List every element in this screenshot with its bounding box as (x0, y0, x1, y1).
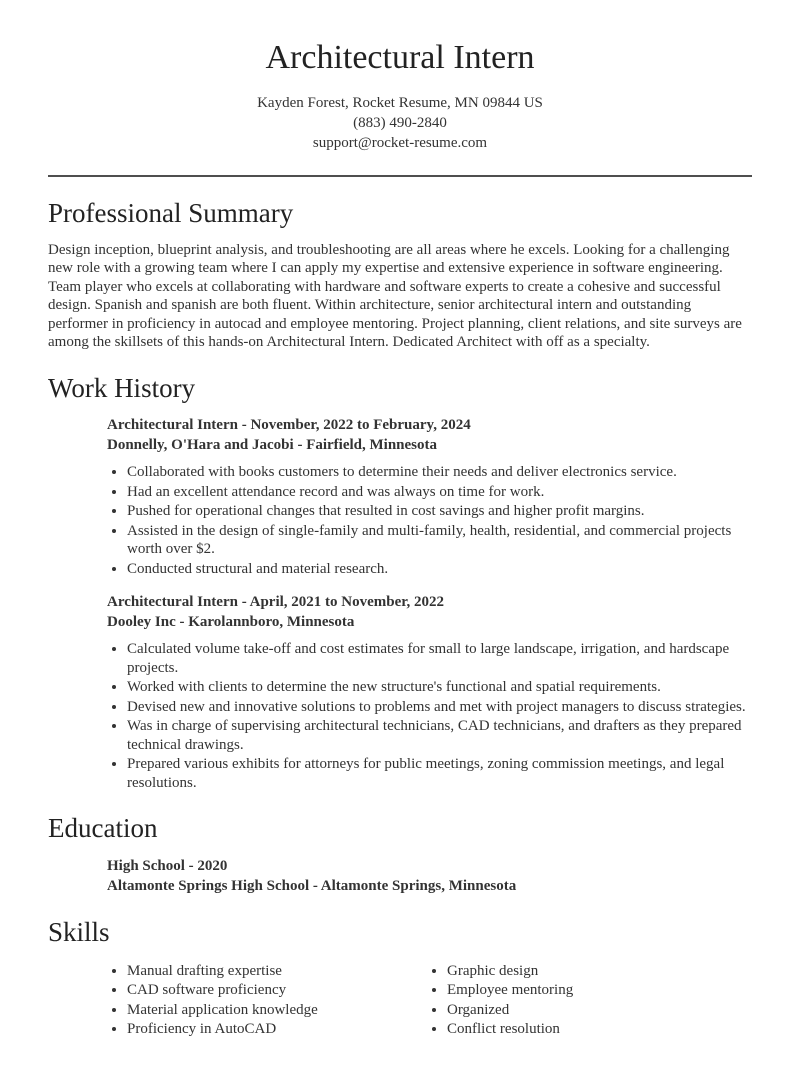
skill-item: • Manual drafting expertise (127, 962, 427, 981)
skill-item: • Material application knowledge (127, 1001, 427, 1020)
job-bullet-item: • Devised new and innovative solutions to problems and met with project managers to discuss strategies. (127, 698, 752, 717)
education-heading: Education (48, 813, 158, 844)
job-entry (107, 592, 752, 792)
page-title: Architectural Intern (265, 39, 535, 76)
skills-list-right (427, 962, 747, 1039)
professional-summary-text: Design inception, blueprint analysis, and troubleshooting are all areas where he excels. Looking for a challenging new role with a growing team where I can apply my expertise and extensive experience in software engineering. Team player who excels at collaborating with hardware and software experts to create a cohesive and successful design. Spanish and spanish are both fluent. Within architecture, senior architectural intern and outstanding performer in proficiency in autocad and employee mentoring. Project planning, client relations, and site surveys are among the skillsets of this hands-on Architectural Intern. Dedicated Architect with off as a specialty. (48, 241, 742, 351)
job-company-line: Dooley Inc - Karolannboro, Minnesota (107, 614, 355, 631)
job-bullet-item: • Was in charge of supervising architectural technicians, CAD technicians, and drafters as they prepared technical drawings. (127, 717, 752, 754)
skill-item: • Proficiency in AutoCAD (127, 1020, 427, 1039)
skills-heading: Skills (48, 917, 110, 948)
job-title-line: Architectural Intern - April, 2021 to November, 2022 (107, 594, 445, 611)
job-bullet-item: • Assisted in the design of single-family and multi-family, health, residential, and commercial projects worth over $2. (127, 522, 752, 559)
skills-list-left (107, 962, 427, 1039)
job-list (107, 415, 752, 792)
job-bullet-item: • Calculated volume take-off and cost estimates for small to large landscape, irrigation, and hardscape projects. (127, 640, 752, 677)
section-education (48, 812, 752, 896)
education-degree-line: High School - 2020 (107, 858, 228, 875)
skills-column-left (107, 960, 427, 1040)
job-bullet-item: • Pushed for operational changes that resulted in cost savings and higher profit margins. (127, 502, 752, 521)
resume-header (48, 38, 752, 153)
education-school-line: Altamonte Springs High School - Altamonte Springs, Minnesota (107, 878, 517, 895)
section-work-history (48, 372, 752, 793)
skill-item: • CAD software proficiency (127, 981, 427, 1000)
job-bullet-item: • Prepared various exhibits for attorneys for public meetings, zoning commission meetings, and legal resolutions. (127, 755, 752, 792)
job-bullet-item: • Had an excellent attendance record and was always on time for work. (127, 483, 752, 502)
contact-email: support@rocket-resume.com (312, 134, 488, 151)
contact-address: Kayden Forest, Rocket Resume, MN 09844 US (257, 94, 543, 111)
contact-phone: (883) 490-2840 (353, 114, 447, 131)
skill-item: • Conflict resolution (447, 1020, 747, 1039)
job-bullet-item: • Worked with clients to determine the new structure's functional and spatial requirements. (127, 678, 752, 697)
job-bullet-list (107, 463, 752, 578)
skill-item: • Graphic design (447, 962, 747, 981)
job-bullet-item: • Conducted structural and material research. (127, 560, 752, 579)
job-bullet-list (107, 640, 752, 792)
section-professional-summary (48, 197, 752, 352)
skills-column-right (427, 960, 747, 1040)
professional-summary-heading: Professional Summary (48, 197, 294, 228)
header-divider (48, 175, 752, 177)
section-skills (48, 916, 752, 1040)
work-history-heading: Work History (48, 372, 196, 403)
skill-item: • Organized (447, 1001, 747, 1020)
job-bullet-item: • Collaborated with books customers to determine their needs and deliver electronics service. (127, 463, 752, 482)
job-entry (107, 415, 752, 578)
education-entry (107, 856, 752, 896)
skill-item: • Employee mentoring (447, 981, 747, 1000)
skills-columns (107, 960, 752, 1040)
job-company-line: Donnelly, O'Hara and Jacobi - Fairfield, Minnesota (107, 437, 438, 454)
job-title-line: Architectural Intern - November, 2022 to February, 2024 (107, 417, 471, 434)
